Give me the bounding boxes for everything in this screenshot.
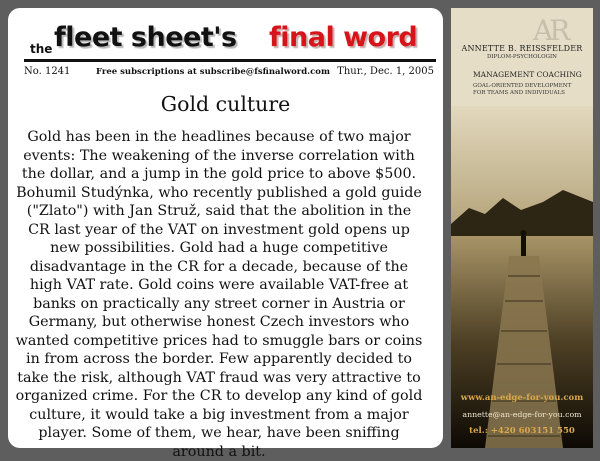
ad-monogram-logo: AR: [533, 14, 567, 47]
subscription-link[interactable]: Free subscriptions at subscribe@fsfinalword.com: [96, 67, 330, 77]
ad-degree: DIPLOM-PSYCHOLOGIN: [487, 54, 557, 60]
ad-name: ANNETTE B. REISSFELDER: [461, 44, 583, 53]
coaching-advertisement[interactable]: [451, 8, 593, 448]
masthead-the: the: [30, 42, 53, 56]
ad-tagline-2: FOR TEAMS AND INDIVIDUALS: [473, 90, 565, 96]
article-title: Gold culture: [160, 92, 291, 116]
masthead-name: fleet sheet's: [54, 22, 237, 53]
ad-email-link[interactable]: annette@an-edge-for-you.com: [462, 410, 582, 419]
ad-website-link[interactable]: www.an-edge-for-you.com: [460, 393, 584, 403]
article-body: Gold has been in the headlines because of two major events: The weakening of the inverse correlation with the dollar, and a jump in the gold price to above $500. Bohumil Studýnka, who recently published a gold guide ("Zlato") with Jan Struž, said that the abolition in the CR last year of the VAT on investment gold opens up new possibilities. Gold had a huge competitive disadvantage in the CR for a decade, because of the high VAT rate. Gold coins were available VAT-free at banks on practically any street corner in Austria or Germany, but otherwise honest Czech investors who wanted competitive prices had to smuggle bars or coins in from across the border. Few apparently decided to take the risk, although VAT fraud was very attractive to organized crime. For the CR to develop any kind of gold culture, it would take a big investment from a major player. Some of them, we hear, have been sniffing around a bit.: [15, 129, 423, 460]
issue-meta-line: [24, 66, 436, 82]
ad-tagline-1: GOAL-ORIENTED DEVELOPMENT: [473, 83, 572, 89]
masthead: [24, 22, 434, 62]
issue-number: No. 1241: [24, 66, 71, 77]
issue-date: Thur., Dec. 1, 2005: [337, 66, 434, 77]
masthead-rule: [24, 59, 436, 62]
masthead-final-word: final word: [269, 22, 418, 53]
ad-service: MANAGEMENT COACHING: [473, 70, 582, 79]
ad-phone: tel.: +420 603151 550: [469, 426, 575, 436]
